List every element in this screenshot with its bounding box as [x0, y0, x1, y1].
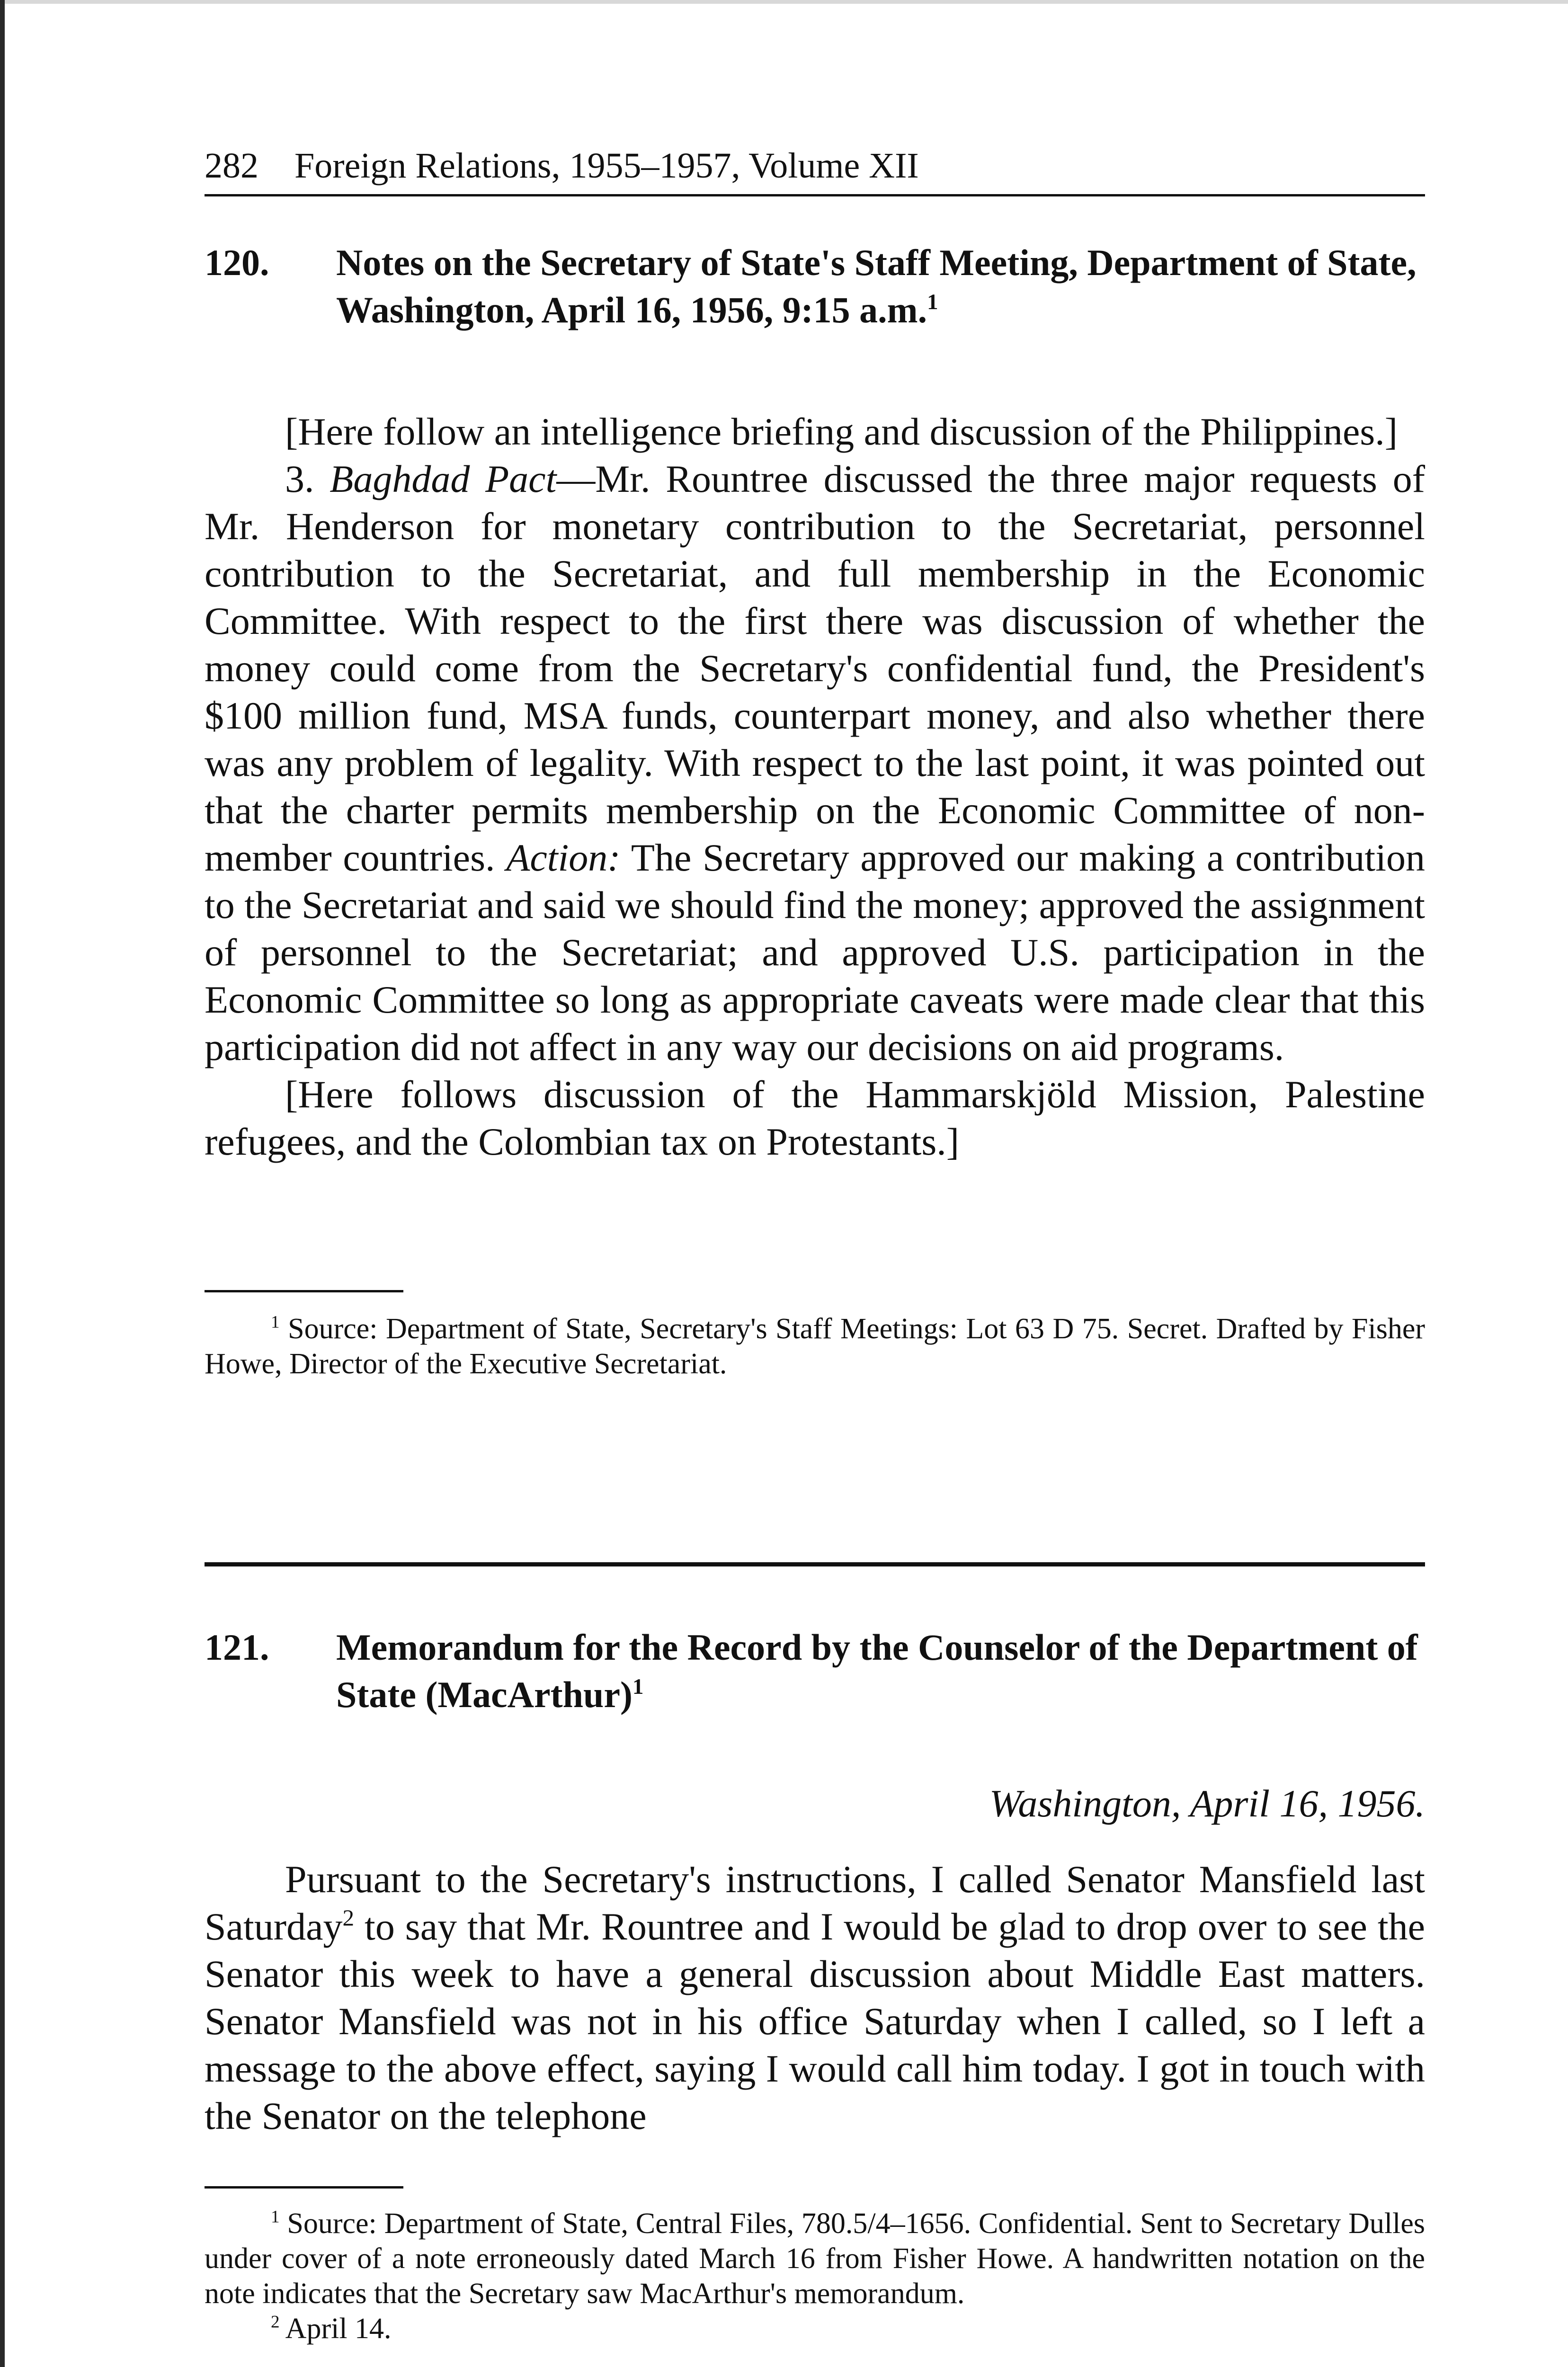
doc-120-footnotes	[205, 1311, 1425, 1381]
p2-text-1: —Mr. Rountree discussed the three major requests of Mr. Henderson for monetary contribution to the Secretariat, personnel contribution to the Secretariat, and full membership in the Economic Committee. With respect to the first there was discussion of whether the money could come from the Secretary's confidential fund, the President's $100 million fund, MSA funds, counterpart money, and also whether there was any problem of legality. With respect to the last point, it was pointed out that the charter permits membership on the Economic Committee of non-member countries.	[205, 457, 1425, 879]
doc-121-paragraph-1	[205, 1856, 1425, 2140]
fn-text: Source: Department of State, Central Files, 780.5/4–1656. Confidential. Sent to Secretary Dulles under cover of a note erroneously dated March 16 from Fisher Howe. A handwritten notation on the note indicates that the Secretary saw MacArthur's memorandum.	[205, 2207, 1425, 2310]
scan-top-edge	[0, 0, 1568, 4]
fn-mark: 1	[271, 1312, 280, 1332]
p2-subject: Baghdad Pact	[330, 457, 557, 500]
doc-120-footnote-1	[205, 1311, 1425, 1381]
p2-text-2: The Secretary approved our making a contribution to the Secretariat and said we should find the money; approved the assignment of personnel to the Secretariat; and approved U.S. participation in the Economic Committee so long as appropriate caveats were made clear that this participation did not affect in any way our decisions on aid programs.	[205, 836, 1425, 1068]
doc-121-footnotes	[205, 2206, 1425, 2346]
header-rule	[205, 194, 1425, 196]
fn-mark: 2	[271, 2312, 280, 2332]
document-separator-rule	[205, 1562, 1425, 1566]
doc-120-number: 120.	[205, 242, 269, 283]
fn-text: April 14.	[279, 2313, 392, 2345]
doc-121-number: 121.	[205, 1627, 269, 1668]
doc-120-title-text: Notes on the Secretary of State's Staff Meeting, Department of State, Washington, April 16, 1956, 9:15 a.m.	[336, 242, 1417, 330]
doc-120-paragraph-1: [Here follow an intelligence briefing and discussion of the Philippines.]	[285, 410, 1398, 453]
doc-120-title-note: 1	[927, 289, 938, 314]
doc-121-footnote-1	[205, 2206, 1425, 2311]
doc-121-footnote-2	[205, 2311, 1425, 2346]
p2-lead: 3.	[285, 457, 330, 500]
doc-120-footnote-rule	[205, 1290, 403, 1292]
doc-120-paragraph-3: [Here follows discussion of the Hammarskjöld Mission, Palestine refugees, and the Colombian tax on Protestants.]	[205, 1073, 1425, 1163]
p1-text-a: Pursuant to the Secretary's instructions, I called Senator Mansfield last Saturday	[205, 1858, 1425, 1948]
doc-121-body	[205, 1856, 1425, 2140]
doc-121-dateline: Washington, April 16, 1956.	[989, 1782, 1425, 1825]
doc-120-body	[205, 408, 1425, 1166]
fn-mark: 1	[271, 2207, 280, 2227]
p1-text-b: to say that Mr. Rountree and I would be glad to drop over to see the Senator this week to have a general discussion about Middle East matters. Senator Mansfield was not in his office Saturday when I called, so I left a message to the above effect, saying I would call him today. I got in touch with the Senator on the telephone	[205, 1905, 1425, 2137]
doc-121-footnote-rule	[205, 2186, 403, 2189]
scan-left-edge	[0, 0, 5, 2367]
p1-note-mark: 2	[342, 1904, 355, 1931]
doc-121-title	[336, 1624, 1425, 1718]
doc-121-title-note: 1	[632, 1674, 644, 1699]
doc-121-title-text: Memorandum for the Record by the Counselor of the Department of State (MacArthur)	[336, 1627, 1418, 1715]
fn-text: Source: Department of State, Secretary's Staff Meetings: Lot 63 D 75. Secret. Drafted by Fisher Howe, Director of the Executive Secretariat.	[205, 1313, 1425, 1380]
doc-120-title	[336, 239, 1425, 334]
running-head: 282 Foreign Relations, 1955–1957, Volume XII	[205, 146, 919, 186]
doc-120-paragraph-2	[205, 455, 1425, 1071]
p2-action-label: Action:	[506, 836, 621, 879]
